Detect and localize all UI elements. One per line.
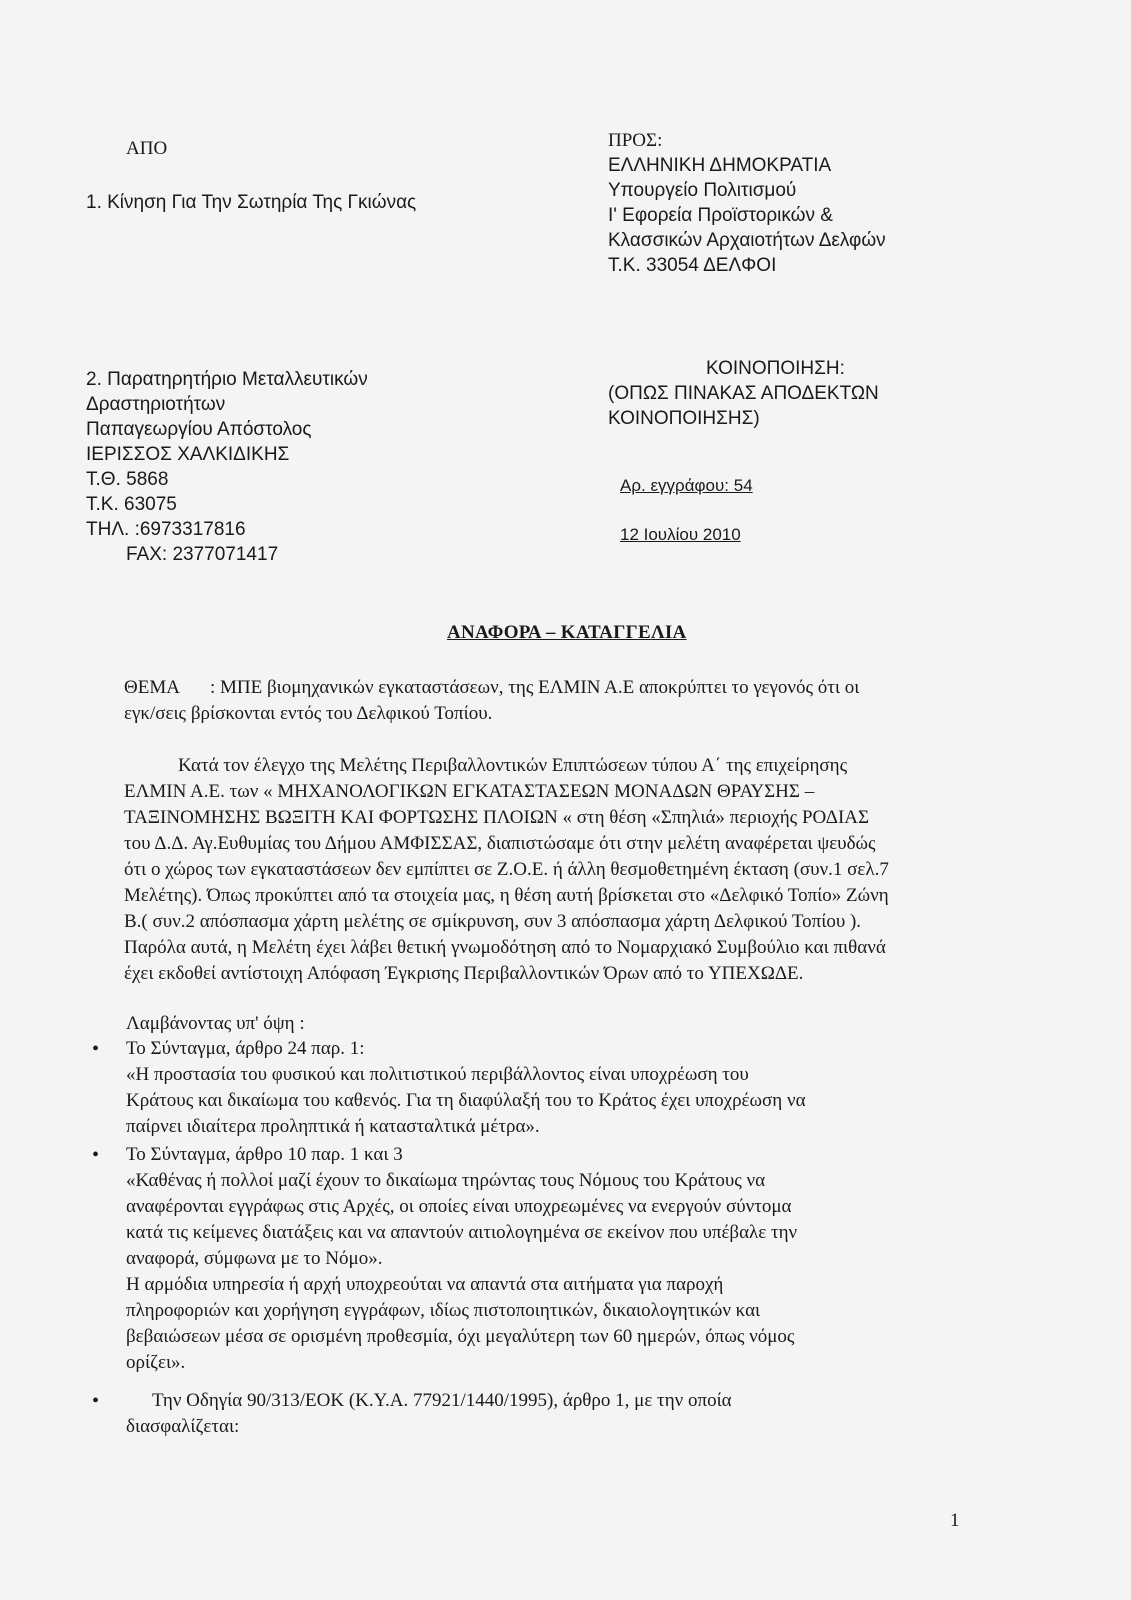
to-label: ΠΡΟΣ: xyxy=(608,130,663,151)
sender-2-address: 2. Παρατηρητήριο Μεταλλευτικών Δραστηριοτήτων Παπαγεωργίου Απόστολος ΙΕΡΙΣΣΟΣ ΧΑΛΚΙΔΙΚΗΣ Τ.Θ. 5868 Τ.Κ. 63075 ΤΗΛ. :6973317816 FAX: 2377071417 xyxy=(86,369,368,565)
document-number: Αρ. εγγράφου: 54 xyxy=(620,476,753,495)
notification-recipients: (ΟΠΩΣ ΠΙΝΑΚΑΣ ΑΠΟΔΕΚΤΩΝ ΚΟΙΝΟΠΟΙΗΣΗΣ) xyxy=(608,383,879,429)
subject: ΘΕΜΑ : ΜΠΕ βιομηχανικών εγκαταστάσεων, της ΕΛΜΙΝ Α.Ε αποκρύπτει το γεγονός ότι οι εγκ/σεις βρίσκονται εντός του Δελφικού Τοπίου. xyxy=(124,677,860,724)
bullet-2-heading: Το Σύνταγμα, άρθρο 10 παρ. 1 και 3 xyxy=(126,1144,403,1165)
bullet-icon: • xyxy=(92,1390,100,1412)
recipient-address: ΕΛΛΗΝΙΚΗ ΔΗΜΟΚΡΑΤΙΑ Υπουργείο Πολιτισμού Ι' Εφορεία Προϊστορικών & Κλασσικών Αρχαιοτήτων Δελφών Τ.Κ. 33054 ΔΕΛΦΟΙ xyxy=(608,155,886,276)
notification-label: ΚΟΙΝΟΠΟΙΗΣΗ: xyxy=(706,358,845,379)
bullet-2-quote: «Καθένας ή πολλοί μαζί έχουν το δικαίωμα τηρώντας τους Νόμους του Κράτους να αναφέρονται εγγράφως στις Αρχές, οι οποίες είναι υποχρεωμένες να ενεργούν σύντομα κατά τις κείμενες διατάξεις και να απαντούν αιτιολογημένα σε εκείνον που υπέβαλε την αναφορά, σύμφωνα με το Νόμο». Η αρμόδια υπηρεσία ή αρχή υποχρεούται να απαντά στα αιτήματα για παροχή πληροφοριών και χορήγηση εγγράφων, ιδίως πιστοποιητικών, δικαιολογητικών και βεβαιώσεων μέσα σε ορισμένη προθεσμία, όχι μεγαλύτερη των 60 ημερών, όπως νόμος ορίζει». xyxy=(126,1170,798,1373)
sender-1: 1. Κίνηση Για Την Σωτηρία Της Γκιώνας xyxy=(86,192,417,213)
bullet-1-quote: «Η προστασία του φυσικού και πολιτιστικού περιβάλλοντος είναι υποχρέωση του Κράτους και δικαίωμα του καθενός. Για τη διαφύλαξή του το Κράτος έχει υποχρέωση να παίρνει ιδιαίτερα προληπτικά ή κατασταλτικά μέτρα». xyxy=(126,1064,806,1137)
bullet-3-text: Την Οδηγία 90/313/ΕΟΚ (Κ.Υ.Α. 77921/1440/1995), άρθρο 1, με την οποία διασφαλίζεται: xyxy=(126,1390,732,1437)
bullet-icon: • xyxy=(92,1144,100,1166)
bullet-1-heading: Το Σύνταγμα, άρθρο 24 παρ. 1: xyxy=(126,1038,365,1059)
document-date: 12 Ιουλίου 2010 xyxy=(620,525,741,544)
page-number: 1 xyxy=(950,1510,960,1531)
from-label: ΑΠΟ xyxy=(126,138,168,159)
bullet-icon: • xyxy=(92,1038,100,1060)
considering-label: Λαμβάνοντας υπ' όψη : xyxy=(126,1013,305,1034)
main-paragraph: Κατά τον έλεγχο της Μελέτης Περιβαλλοντικών Επιπτώσεων τύπου Α΄ της επιχείρησης ΕΛΜΙΝ Α.Ε. των « ΜΗΧΑΝΟΛΟΓΙΚΩΝ ΕΓΚΑΤΑΣΤΑΣΕΩΝ ΜΟΝΑΔΩΝ ΘΡΑΥΣΗΣ – ΤΑΞΙΝΟΜΗΣΗΣ ΒΩΞΙΤΗ ΚΑΙ ΦΟΡΤΩΣΗΣ ΠΛΟΙΩΝ « στη θέση «Σπηλιά» περιοχής ΡΟΔΙΑΣ του Δ.Δ. Αγ.Ευθυμίας του Δήμου ΑΜΦΙΣΣΑΣ, διαπιστώσαμε ότι στην μελέτη αναφέρεται ψευδώς ότι ο χώρος των εγκαταστάσεων δεν εμπίπτει σε Ζ.Ο.Ε. ή άλλη θεσμοθετημένη έκταση (συν.1 σελ.7 Μελέτης). Όπως προκύπτει από τα στοιχεία μας, η θέση αυτή βρίσκεται στο «Δελφικό Τοπίο» Ζώνη Β.( συν.2 απόσπασμα χάρτη μελέτης σε σμίκρυνση, συν 3 απόσπασμα χάρτη Δελφικού Τοπίου ). Παρόλα αυτά, η Μελέτη έχει λάβει θετική γνωμοδότηση από το Νομαρχιακό Συμβούλιο και πιθανά έχει εκδοθεί αντίστοιχη Απόφαση Έγκρισης Περιβαλλοντικών Όρων από το ΥΠΕΧΩΔΕ. xyxy=(124,755,889,984)
document-title: ΑΝΑΦΟΡΑ – ΚΑΤΑΓΓΕΛΙΑ xyxy=(447,622,687,643)
